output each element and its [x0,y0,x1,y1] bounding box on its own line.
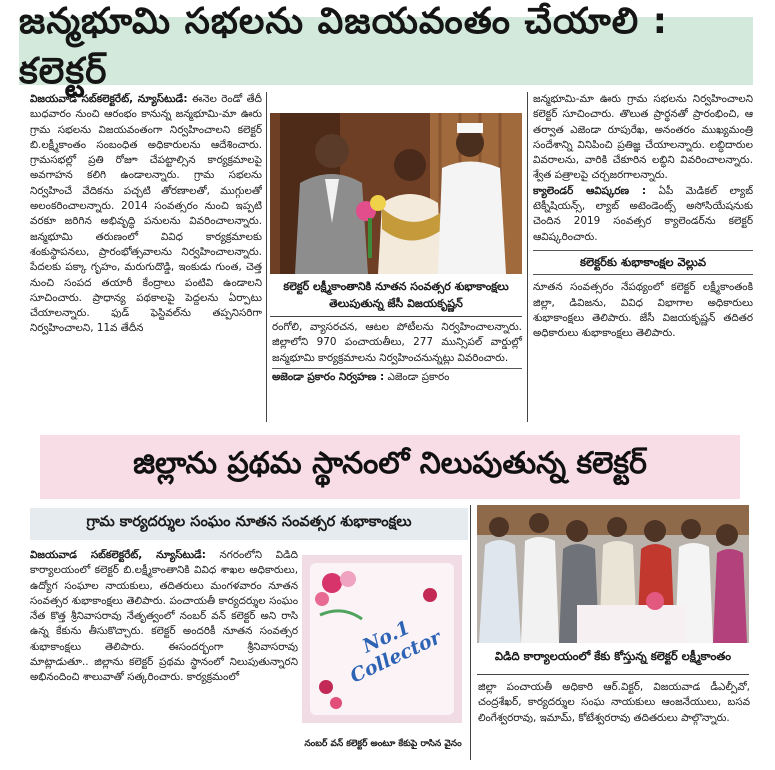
column-divider [470,505,471,760]
article2-text: నగరంలోని విడిది కార్యాలయంలో కలెక్టర్ బి.లక్ష్మీకాంతానికి వివిధ శాఖల అధికారులు, ఉద్యోగ సంఘాల నాయకులు, తదితరులు మంగళవారం నూతన సంవత్సర శుభాకాంక్షలు తెలిపారు. పంచాయతీ కార్యదర్శుల సంఘం నేత కొత్త శ్రీనివాసరావు నేతృత్వంలో నంబర్ వన్ కలెక్టర్ అని రాసి ఉన్న కేకును తీసుకొచ్చారు. కలెక్టర్ అందరికీ నూతన సంవత్సర శుభాకాంక్షలు తెలిపారు. ఈసందర్భంగా శ్రీనివాసరావు మాట్లాడుతూ.. జిల్లాను కలెక్టర్ ప్రథమ స్థానంలో నిలుపుతున్నారని అభినందించి శాలువాతో సత్కరించారు. కార్యక్రమంలో [30,549,298,684]
photo-caption: కలెక్టర్ లక్ష్మీకాంతానికి నూతన సంవత్సర శుభాకాంక్షలు తెలుపుతున్న జేసీ విజయకృష్ణన్ [283,280,509,310]
agenda-label: అజెండా ప్రకారం నిర్వహణ : [272,370,385,383]
column-divider [527,92,528,422]
article1-column2 [272,320,522,420]
article1-dateline: విజయవాడ సబ్‌కలెక్టరేట్, న్యూస్‌టుడే: [30,93,188,105]
article2-column1 [30,548,298,760]
wishes-subhead: కలెక్టర్‌కు శుభాకాంక్షల వెల్లువ [533,250,753,275]
calendar-text: ఏపీ మెడికల్ ల్యాబ్ టెక్నీషియన్స్, ల్యాబ్ అటెండెంట్స్ అసోసియేషనుకు చెందిన 2019 సంవత్సర క్యాలెండర్‌ను కలెక్టర్ ఆవిష్కరించారు. [533,184,753,243]
article2-head: గ్రామ కార్యదర్శుల సంఘం నూతన సంవత్సర శుభాకాంక్షలు [30,508,468,540]
article2-column3 [478,680,750,760]
article2-col3-text: జిల్లా పంచాయతీ అధికారి ఆర్.విక్టర్, విజయవాడ డీఎల్పీవో, చంద్రశేఖర్, కార్యదర్శుల సంఘ నాయకులు ఆంజనేయులు, బసవ లింగేశ్వరరావు, ఇమామ్, కోటేశ్వరరావు తదితరులు పాల్గొన్నారు. [478,681,750,724]
cake-photo [302,555,462,723]
wishes-text: నూతన సంవత్సరం నేపథ్యంలో కలెక్టర్ లక్ష్మీకాంతంకి జిల్లా, డివిజను, వివిధ విభాగాల అధికారులు శుభాకాంక్షలు తెలిపారు. జేసీ విజయకృష్ణన్ తదితర అధికారులు శుభాకాంక్షలు తెలిపారు. [533,281,753,340]
column-divider [266,92,267,422]
article1-column1 [30,92,262,422]
cake-text: No.1 Collector [346,616,445,688]
article2-dateline: విజయవాడ సబ్‌కలెక్టరేట్, న్యూస్‌టుడే: [30,549,206,561]
caption-rule [477,674,749,675]
collector-greeting-photo [270,113,522,274]
article1-col1-text: ఈనెల రెండో తేదీ బుధవారం నుంచి ఆరంభం కానున్న జన్మభూమి-మా ఊరు గ్రామ సభలను విజయవంతంగా నిర్వహించాలని కలెక్టర్ బి.లక్ష్మీకాంతం సంబంధిత అధికారులను ఆదేశించారు. గ్రామసభల్లో ప్రతి రోజూ చేపట్టాల్సిన కార్యక్రమాలపై అవగాహన కలిగి ఉండాలన్నారు. గ్రామ సభలను నిర్వహించే వేదికను పచ్చటి తోరణాలతో, ముగ్గులతో అలంకరించాలన్నారు. 2014 సంవత్సరం నుంచి ఇప్పటి వరకూ జరిగిన అభివృద్ధి పనులను వివరించాలన్నారు. జన్మభూమి తరుణంలో వివిధ కార్యక్రమాలకు శంకుస్థాపనలు, ప్రారంభోత్సవాలను నిర్వహించాలన్నారు. పేదలకు పక్కా గృహం, మరుగుదొడ్డి, ఇంకుడు గుంత, చెత్త నుంచి సంపద తయారీ కేంద్రాలు పంటివి ఉండాలని సూచించారు. ప్రాధాన్య పథకాలపై పెద్దలను ఏర్పాటు చేయాలన్నారు. ఫుడ్ ఫెస్టివల్‌ను తప్పనిసరిగా నిర్వహించాలని, 11వ తేదీన [30,93,262,335]
caption-rule [270,316,522,317]
main-headline: జన్మభూమి సభలను విజయవంతం చేయాలి : కలెక్టర్ [19,17,753,85]
second-headline: జిల్లాను ప్రథమ స్థానంలో నిలుపుతున్న కలెక్టర్ [40,435,740,499]
cake-cutting-photo [477,505,749,643]
article1-col3-text: జన్మభూమి-మా ఊరు గ్రామ సభలను నిర్వహించాలని కలెక్టర్ సూచించారు. తొలుత ప్రార్థనతో ప్రారంభించి, ఆ తర్వాత ఎజెండా రూపురేఖ, అనంతరం ముఖ్యమంత్రి సందేశాన్ని వినిపించి ప్రతిజ్ఞ చేయాలన్నారు. లబ్ధిదారుల వివరాలను, వారికి చేకూరిన లబ్ధిని వివరించాలన్నారు. శ్వేత పత్రాలపై చర్చజరగాలన్నారు. [533,93,753,182]
cake-caption: నంబర్ వన్ కలెక్టర్ అంటూ కేకుపై రాసిన వైనం [304,739,462,749]
article1-column3 [533,92,753,422]
article1-col2-text: రంగోలి, వ్యాసరచన, ఆటల పోటీలను నిర్వహించాలన్నారు. జిల్లాలోని 970 పంచాయతీలు, 277 మున్సిపల్ వార్డుల్లో జన్మభూమి కార్యక్రమాలను నిర్వహించనున్నట్లు వివరించారు. [272,321,522,364]
calendar-label: క్యాలెండర్ ఆవిష్కరణ : [533,184,647,197]
agenda-text: ఎజెండా ప్రకారం [387,370,450,383]
cake-cutting-caption: విడిది కార్యాలయంలో కేకు కోస్తున్న కలెక్టర్ లక్ష్మీకాంతం [494,649,732,663]
